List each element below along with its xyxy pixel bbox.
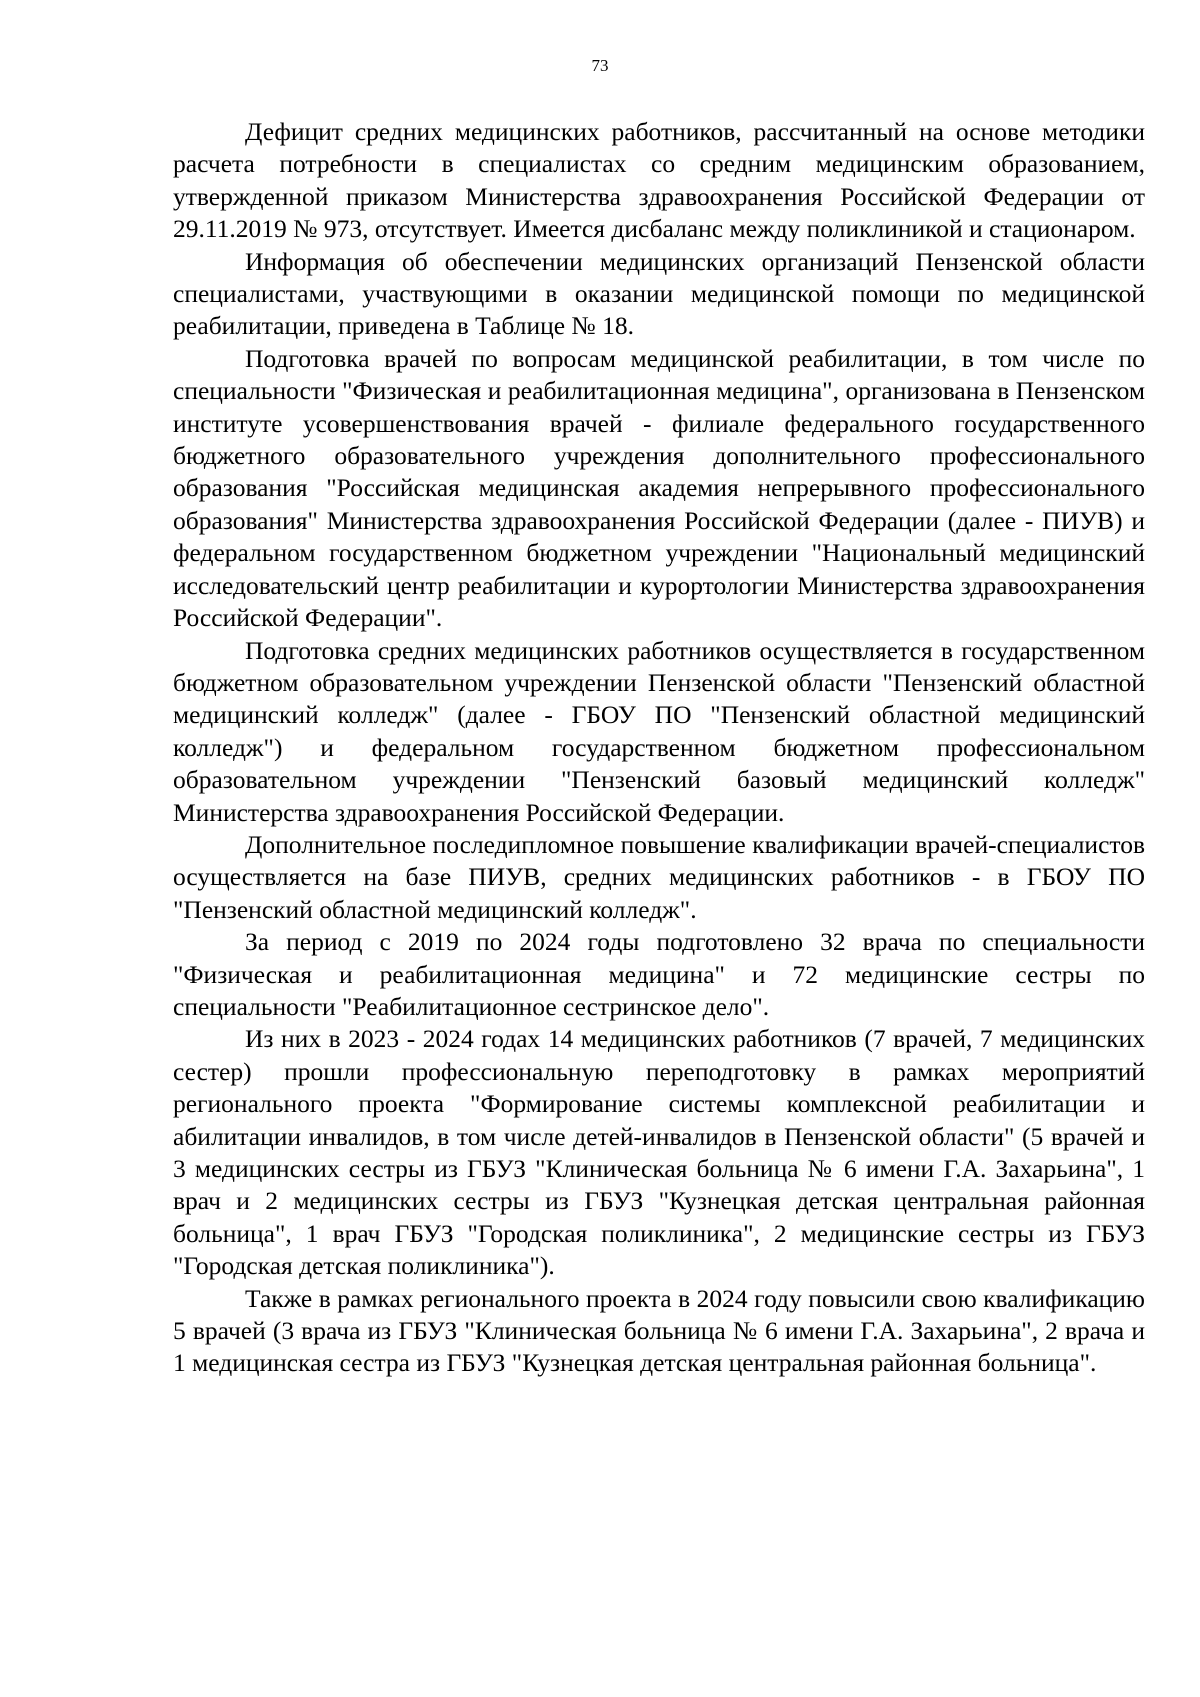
paragraph-qualification-2024: Также в рамках регионального проекта в 2024 году повысили свою квалификацию 5 врачей (3 врача из ГБУЗ "Клиническая больница № 6 имени Г.А. Захарьина", 2 врача и 1 медицинская сестра из ГБУЗ "Кузнецкая детская центральная районная больница". [173, 1283, 1145, 1378]
paragraph-training-totals: За период с 2019 по 2024 годы подготовлено 32 врача по специальности "Физическая и реабилитационная медицина" и 72 медицинские сестры по специальности "Реабилитационное сестринское дело". [173, 927, 1145, 1021]
paragraph-staff-deficit: Дефицит средних медицинских работников, рассчитанный на основе методики расчета потребности в специалистах со средним медицинским образованием, утвержденной приказом Министерства здравоохранения Российской Федерации от 29.11.2019 № 973, отсутствует. Имеется дисбаланс между поликлиникой и стационаром. [173, 117, 1145, 244]
paragraph-specialist-provision: Информация об обеспечении медицинских организаций Пензенской области специалистами, участвующими в оказании медицинской помощи по медицинской реабилитации, приведена в Таблице № 18. [173, 246, 1145, 341]
document-body [173, 116, 1145, 1380]
paragraph-retraining-2023-2024: Из них в 2023 - 2024 годах 14 медицинских работников (7 врачей, 7 медицинских сестер) прошли профессиональную переподготовку в рамках мероприятий регионального проекта "Формирование системы комплексной реабилитации и абилитации инвалидов, в том числе детей-инвалидов в Пензенской области" (5 врачей и 3 медицинских сестры из ГБУЗ "Клиническая больница № 6 имени Г.А. Захарьина", 1 врач и 2 медицинских сестры из ГБУЗ "Кузнецкая детская центральная районная больница", 1 врач ГБУЗ "Городская поликлиника", 2 медицинские сестры из ГБУЗ "Городская детская поликлиника"). [173, 1024, 1145, 1281]
paragraph-nurse-training: Подготовка средних медицинских работников осуществляется в государственном бюджетном образовательном учреждении Пензенской области "Пензенский областной медицинский колледж" (далее - ГБОУ ПО "Пензенский областной медицинский колледж") и федеральном государственном бюджетном профессиональном образовательном учреждении "Пензенский базовый медицинский колледж" Министерства здравоохранения Российской Федерации. [173, 635, 1145, 827]
paragraph-doctor-training: Подготовка врачей по вопросам медицинской реабилитации, в том числе по специальности "Физическая и реабилитационная медицина", организована в Пензенском институте усовершенствования врачей - филиале федерального государственного бюджетного образовательного учреждения дополнительного профессионального образования "Российская медицинская академия непрерывного профессионального образования" Министерства здравоохранения Российской Федерации (далее - ПИУВ) и федеральном государственном бюджетном учреждении "Национальный медицинский исследовательский центр реабилитации и курортологии Министерства здравоохранения Российской Федерации". [173, 343, 1145, 633]
page-number: 73 [591, 56, 609, 75]
paragraph-postgraduate-training: Дополнительное последипломное повышение квалификации врачей-специалистов осуществляется на базе ПИУВ, средних медицинских работников - в ГБОУ ПО "Пензенский областной медицинский колледж". [173, 829, 1145, 924]
